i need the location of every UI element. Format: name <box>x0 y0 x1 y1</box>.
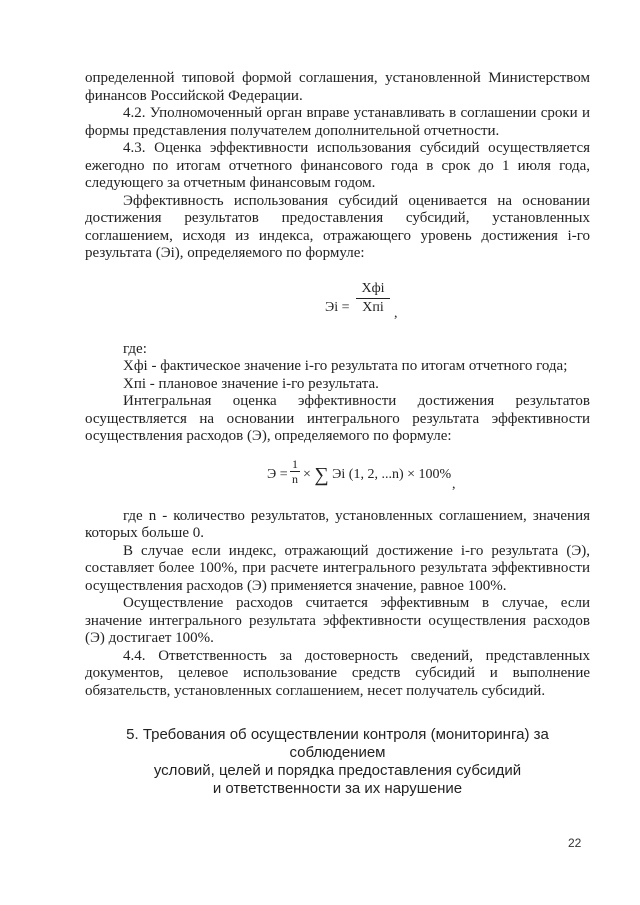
section-heading-line: 5. Требования об осуществлении контроля (мониторинга) за соблюдением <box>126 726 549 761</box>
paragraph: 4.3. Оценка эффективности использования субсидий осуществляется ежегодно по итогам отчетного финансового года в срок до 1 июля года, следующего за отчетным финансовым годом. <box>85 140 590 191</box>
formula-comma: , <box>452 476 456 492</box>
document-body <box>85 70 590 798</box>
paragraph: Осуществление расходов считается эффективным в случае, если значение интегрального результата эффективности осуществления расходов (Э) достигает 100%. <box>85 595 590 646</box>
paragraph: Эффективность использования субсидий оценивается на основании достижения результатов предоставления субсидий, установленных соглашением, исходя из индекса, отражающего уровень достижения i-го результата (Эi), определяемого по формуле: <box>85 192 590 261</box>
paragraph: где n - количество результатов, установленных соглашением, значения которых больше 0. <box>85 507 590 541</box>
paragraph: 4.2. Уполномоченный орган вправе устанавливать в соглашении сроки и формы представления получателем дополнительной отчетности. <box>85 105 590 139</box>
formula-comma: , <box>394 305 398 321</box>
paragraph: где: <box>123 340 147 357</box>
formula-body <box>303 463 452 486</box>
paragraph: В случае если индекс, отражающий достижение i-го результата (Э), составляет более 100%, при расчете интегрального результата эффективности осуществления расходов (Э) применяется значение, равное 100%. <box>85 542 590 594</box>
paragraph: 4.4. Ответственность за достоверность сведений, представленных документов, целевое использование средств субсидий и выполнение обязательств, установленных соглашением, несет получатель субсидий. <box>85 647 590 699</box>
formula-times: × <box>303 466 311 482</box>
formula-numerator: Хфi <box>356 281 390 299</box>
page-number: 22 <box>568 836 582 850</box>
section-heading <box>85 726 590 798</box>
formula-fraction <box>290 458 300 486</box>
formula-integral-result <box>85 446 590 508</box>
formula-fraction <box>356 281 390 317</box>
section-heading-line: и ответственности за их нарушение <box>212 780 463 797</box>
formula-denominator: Хпi <box>362 299 384 315</box>
paragraph: определенной типовой формой соглашения, установленной Министерством финансов Российской Федерации. <box>85 70 590 104</box>
formula-numerator: 1 <box>292 456 298 471</box>
formula-lhs: Э = <box>267 466 288 482</box>
paragraph: Интегральная оценка эффективности достижения результатов осуществляется на основании интегрального результата эффективности осуществления расходов (Э), определяемого по формуле: <box>85 393 590 444</box>
paragraph: Хфi - фактическое значение i-го результата по итогам отчетного года; <box>123 358 568 374</box>
formula-lhs: Эi = <box>325 299 350 315</box>
formula-sum-sign: ∑ <box>314 463 329 486</box>
formula-expression: Эi (1, 2, ...n) × 100% <box>332 466 452 482</box>
formula-efficiency-index <box>85 263 590 341</box>
paragraph: Хпi - плановое значение i-го результата. <box>123 375 379 392</box>
formula-denominator: n <box>292 471 298 486</box>
section-heading-line: условий, целей и порядка предоставления субсидий <box>153 762 522 779</box>
